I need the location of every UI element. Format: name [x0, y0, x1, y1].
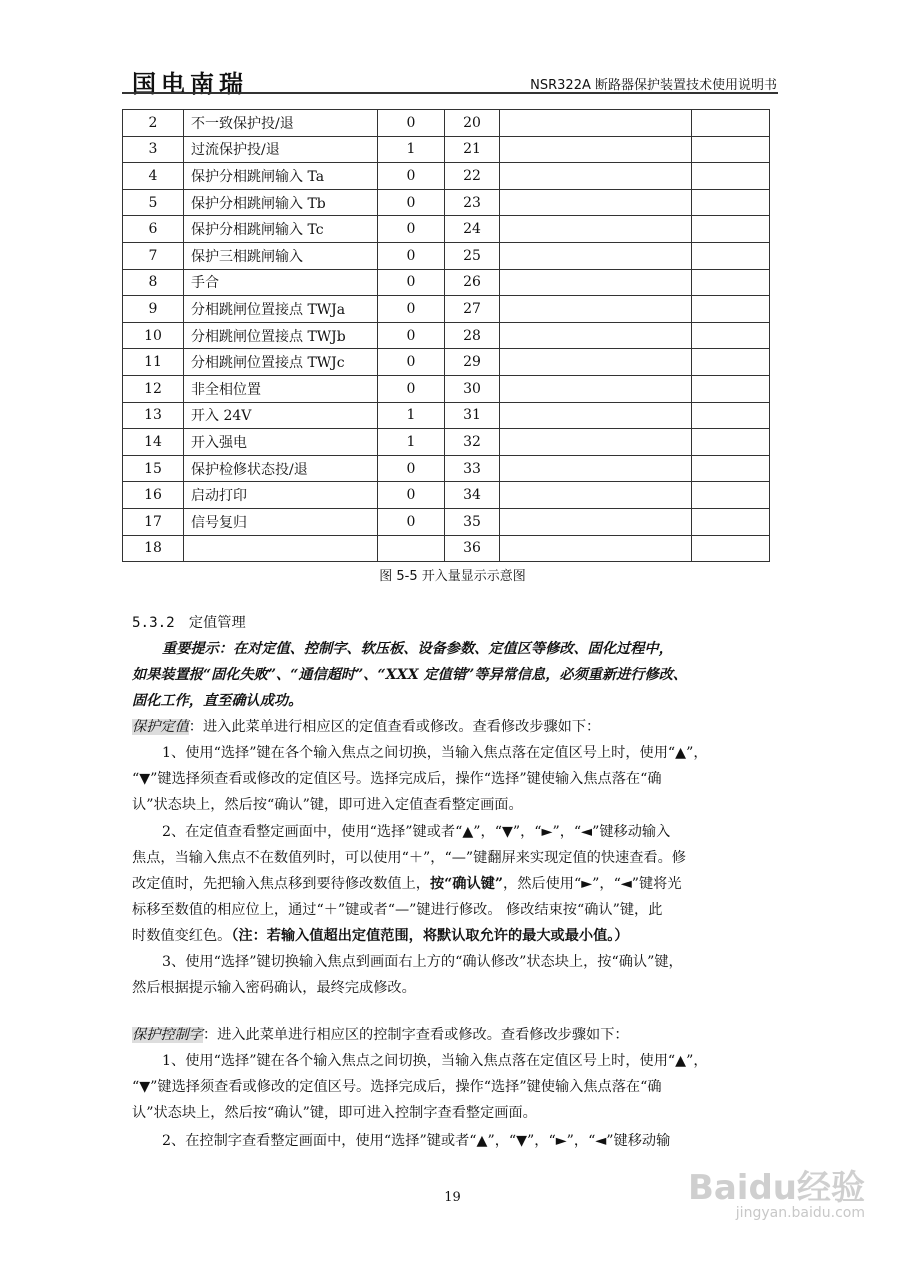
table-cell: 8	[123, 269, 184, 296]
table-cell: 20	[445, 110, 500, 137]
table-cell: 21	[445, 136, 500, 163]
para-intro	[132, 716, 782, 736]
section-heading: 5.3.2 定值管理	[132, 615, 246, 631]
table-cell: 34	[445, 482, 500, 509]
para-line: 1、使用“选择”键在各个输入焦点之间切换，当输入焦点落在定值区号上时，使用“▲”，	[162, 1053, 708, 1069]
table-row	[123, 296, 770, 323]
table-cell: 保护检修状态投/退	[184, 455, 378, 482]
table-cell: 分相跳闸位置接点 TWJc	[184, 349, 378, 376]
para-line: 认”状态块上，然后按“确认”键，即可进入定值查看整定画面。	[132, 797, 523, 813]
table-cell	[692, 136, 770, 163]
table-cell: 24	[445, 216, 500, 243]
para-line: “▼”键选择须查看或修改的定值区号。选择完成后，操作“选择”键使输入焦点落在“确	[132, 1079, 662, 1095]
table-cell: 过流保护投/退	[184, 136, 378, 163]
table-cell: 5	[123, 189, 184, 216]
table-row	[123, 535, 770, 562]
table-row	[123, 349, 770, 376]
company-logo: 国电南瑞	[132, 69, 248, 98]
bold-text: 按“确认键”	[429, 876, 504, 892]
table-cell: 开入强电	[184, 429, 378, 456]
table-cell	[500, 535, 692, 562]
table-cell	[692, 535, 770, 562]
table-row	[123, 216, 770, 243]
para-line	[132, 873, 782, 893]
table-cell: 22	[445, 163, 500, 190]
para-line: 焦点，当输入焦点不在数值列时，可以使用“＋”，“—”键翻屏来实现定值的快速查看。修	[132, 850, 686, 866]
table-cell	[500, 242, 692, 269]
table-row	[123, 189, 770, 216]
table-cell: 0	[378, 269, 445, 296]
table-cell	[378, 535, 445, 562]
table-row	[123, 322, 770, 349]
watermark-url: jingyan.baidu.com	[735, 1205, 865, 1221]
table-cell	[184, 535, 378, 562]
para-line: 标移至数值的相应位上，通过“＋”键或者“—”键进行修改。 修改结束按“确认”键，此	[132, 902, 663, 918]
table-cell	[500, 110, 692, 137]
text: 时数值变红色。	[132, 928, 232, 944]
table-cell: 12	[123, 375, 184, 402]
table-row	[123, 508, 770, 535]
table-cell: 17	[123, 508, 184, 535]
table-cell: 31	[445, 402, 500, 429]
table-cell: 27	[445, 296, 500, 323]
table-cell: 0	[378, 322, 445, 349]
table-cell: 启动打印	[184, 482, 378, 509]
table-cell: 11	[123, 349, 184, 376]
table-cell: 0	[378, 455, 445, 482]
table-cell: 29	[445, 349, 500, 376]
table-cell: 16	[123, 482, 184, 509]
table-cell: 3	[123, 136, 184, 163]
table-row	[123, 242, 770, 269]
table-cell	[500, 402, 692, 429]
table-cell	[692, 429, 770, 456]
table-cell	[500, 189, 692, 216]
table-cell: 33	[445, 455, 500, 482]
table-cell	[500, 375, 692, 402]
intro-text: ：进入此菜单进行相应区的定值查看或修改。查看修改步骤如下：	[188, 719, 601, 735]
table-cell: 1	[378, 402, 445, 429]
header-divider	[122, 92, 778, 94]
table-cell: 保护三相跳闸输入	[184, 242, 378, 269]
table-cell: 32	[445, 429, 500, 456]
term-highlight: 保护控制字	[132, 1027, 203, 1043]
table-cell: 保护分相跳闸输入 Tb	[184, 189, 378, 216]
table-cell: 0	[378, 216, 445, 243]
para-line: 2、在定值查看整定画面中，使用“选择”键或者“▲”，“▼”，“►”，“◄”键移动输入	[162, 824, 671, 840]
para-line: 然后根据提示输入密码确认，最终完成修改。	[132, 980, 416, 996]
para-line: 3、使用“选择”键切换输入焦点到画面右上方的“确认修改”状态块上，按“确认”键，	[162, 954, 683, 970]
table-cell: 1	[378, 429, 445, 456]
para-line: 1、使用“选择”键在各个输入焦点之间切换，当输入焦点落在定值区号上时，使用“▲”，	[162, 745, 708, 761]
bold-note: （注：若输入值超出定值范围，将默认取允许的最大或最小值。）	[231, 928, 629, 944]
para-line: 认”状态块上，然后按“确认”键，即可进入控制字查看整定画面。	[132, 1105, 537, 1121]
table-cell: 0	[378, 349, 445, 376]
table-cell: 不一致保护投/退	[184, 110, 378, 137]
table-cell	[692, 402, 770, 429]
watermark-logo: Baidu经验	[687, 1168, 865, 1208]
table-cell: 9	[123, 296, 184, 323]
table-row	[123, 136, 770, 163]
table-cell	[692, 455, 770, 482]
table-cell: 36	[445, 535, 500, 562]
table-cell: 6	[123, 216, 184, 243]
table-cell	[692, 163, 770, 190]
table-cell	[500, 269, 692, 296]
table-row	[123, 429, 770, 456]
table-cell: 非全相位置	[184, 375, 378, 402]
table-cell	[500, 216, 692, 243]
text: ，然后使用“►”，“◄”键将光	[503, 876, 682, 892]
table-row	[123, 269, 770, 296]
table-cell: 保护分相跳闸输入 Tc	[184, 216, 378, 243]
table-cell	[692, 375, 770, 402]
intro-text: ：进入此菜单进行相应区的控制字查看或修改。查看修改步骤如下：	[202, 1027, 629, 1043]
table-cell: 开入 24V	[184, 402, 378, 429]
table-cell: 0	[378, 110, 445, 137]
note-line: 固化工作，直至确认成功。	[132, 693, 303, 709]
note-line: 重要提示：在对定值、控制字、软压板、设备参数、定值区等修改、固化过程中，	[162, 641, 673, 657]
table-cell: 信号复归	[184, 508, 378, 535]
table-cell	[500, 296, 692, 323]
table-cell: 0	[378, 375, 445, 402]
figure-caption: 图 5-5 开入量显示示意图	[379, 569, 526, 584]
term-highlight: 保护定值	[132, 719, 189, 735]
table-cell	[500, 455, 692, 482]
table-cell	[692, 110, 770, 137]
table-cell: 分相跳闸位置接点 TWJb	[184, 322, 378, 349]
note-line: 如果装置报“固化失败”、“通信超时”、“XXX 定值错”等异常信息，必须重新进行修改、	[132, 667, 688, 683]
input-table	[122, 109, 770, 562]
table-cell: 手合	[184, 269, 378, 296]
table-cell: 0	[378, 189, 445, 216]
table-cell: 15	[123, 455, 184, 482]
table-cell	[692, 242, 770, 269]
table-cell: 0	[378, 163, 445, 190]
table-cell	[500, 136, 692, 163]
table-cell	[692, 349, 770, 376]
table-cell	[692, 269, 770, 296]
table-cell: 28	[445, 322, 500, 349]
table-cell	[692, 189, 770, 216]
table-cell: 0	[378, 508, 445, 535]
table-cell: 14	[123, 429, 184, 456]
table-cell: 0	[378, 296, 445, 323]
table-cell: 26	[445, 269, 500, 296]
para-line	[132, 925, 782, 945]
para-line: “▼”键选择须查看或修改的定值区号。选择完成后，操作“选择”键使输入焦点落在“确	[132, 771, 662, 787]
table-cell	[500, 429, 692, 456]
table-cell: 30	[445, 375, 500, 402]
header-title: NSR322A 断路器保护装置技术使用说明书	[530, 78, 777, 93]
table-cell	[692, 296, 770, 323]
table-cell	[500, 508, 692, 535]
para-intro	[132, 1024, 782, 1044]
table-cell: 25	[445, 242, 500, 269]
table-row	[123, 402, 770, 429]
table-cell	[500, 482, 692, 509]
table-row	[123, 375, 770, 402]
table-cell: 35	[445, 508, 500, 535]
table-cell: 1	[378, 136, 445, 163]
text: 改定值时，先把输入焦点移到要待修改数值上，	[132, 876, 430, 892]
table-cell	[692, 508, 770, 535]
table-cell: 0	[378, 242, 445, 269]
table-row	[123, 163, 770, 190]
table-row	[123, 482, 770, 509]
table-cell	[500, 163, 692, 190]
table-cell	[500, 322, 692, 349]
table-cell	[692, 482, 770, 509]
para-line: 2、在控制字查看整定画面中，使用“选择”键或者“▲”，“▼”，“►”，“◄”键移动输	[162, 1133, 671, 1149]
table-cell: 4	[123, 163, 184, 190]
page-number: 19	[444, 1190, 461, 1205]
table-row	[123, 455, 770, 482]
table-cell	[692, 216, 770, 243]
table-cell: 23	[445, 189, 500, 216]
table-cell: 18	[123, 535, 184, 562]
table-cell: 0	[378, 482, 445, 509]
table-cell: 13	[123, 402, 184, 429]
table-cell	[692, 322, 770, 349]
table-cell: 7	[123, 242, 184, 269]
table-cell: 分相跳闸位置接点 TWJa	[184, 296, 378, 323]
table-row	[123, 110, 770, 137]
table-cell: 保护分相跳闸输入 Ta	[184, 163, 378, 190]
table-cell: 10	[123, 322, 184, 349]
table-cell	[500, 349, 692, 376]
table-cell: 2	[123, 110, 184, 137]
